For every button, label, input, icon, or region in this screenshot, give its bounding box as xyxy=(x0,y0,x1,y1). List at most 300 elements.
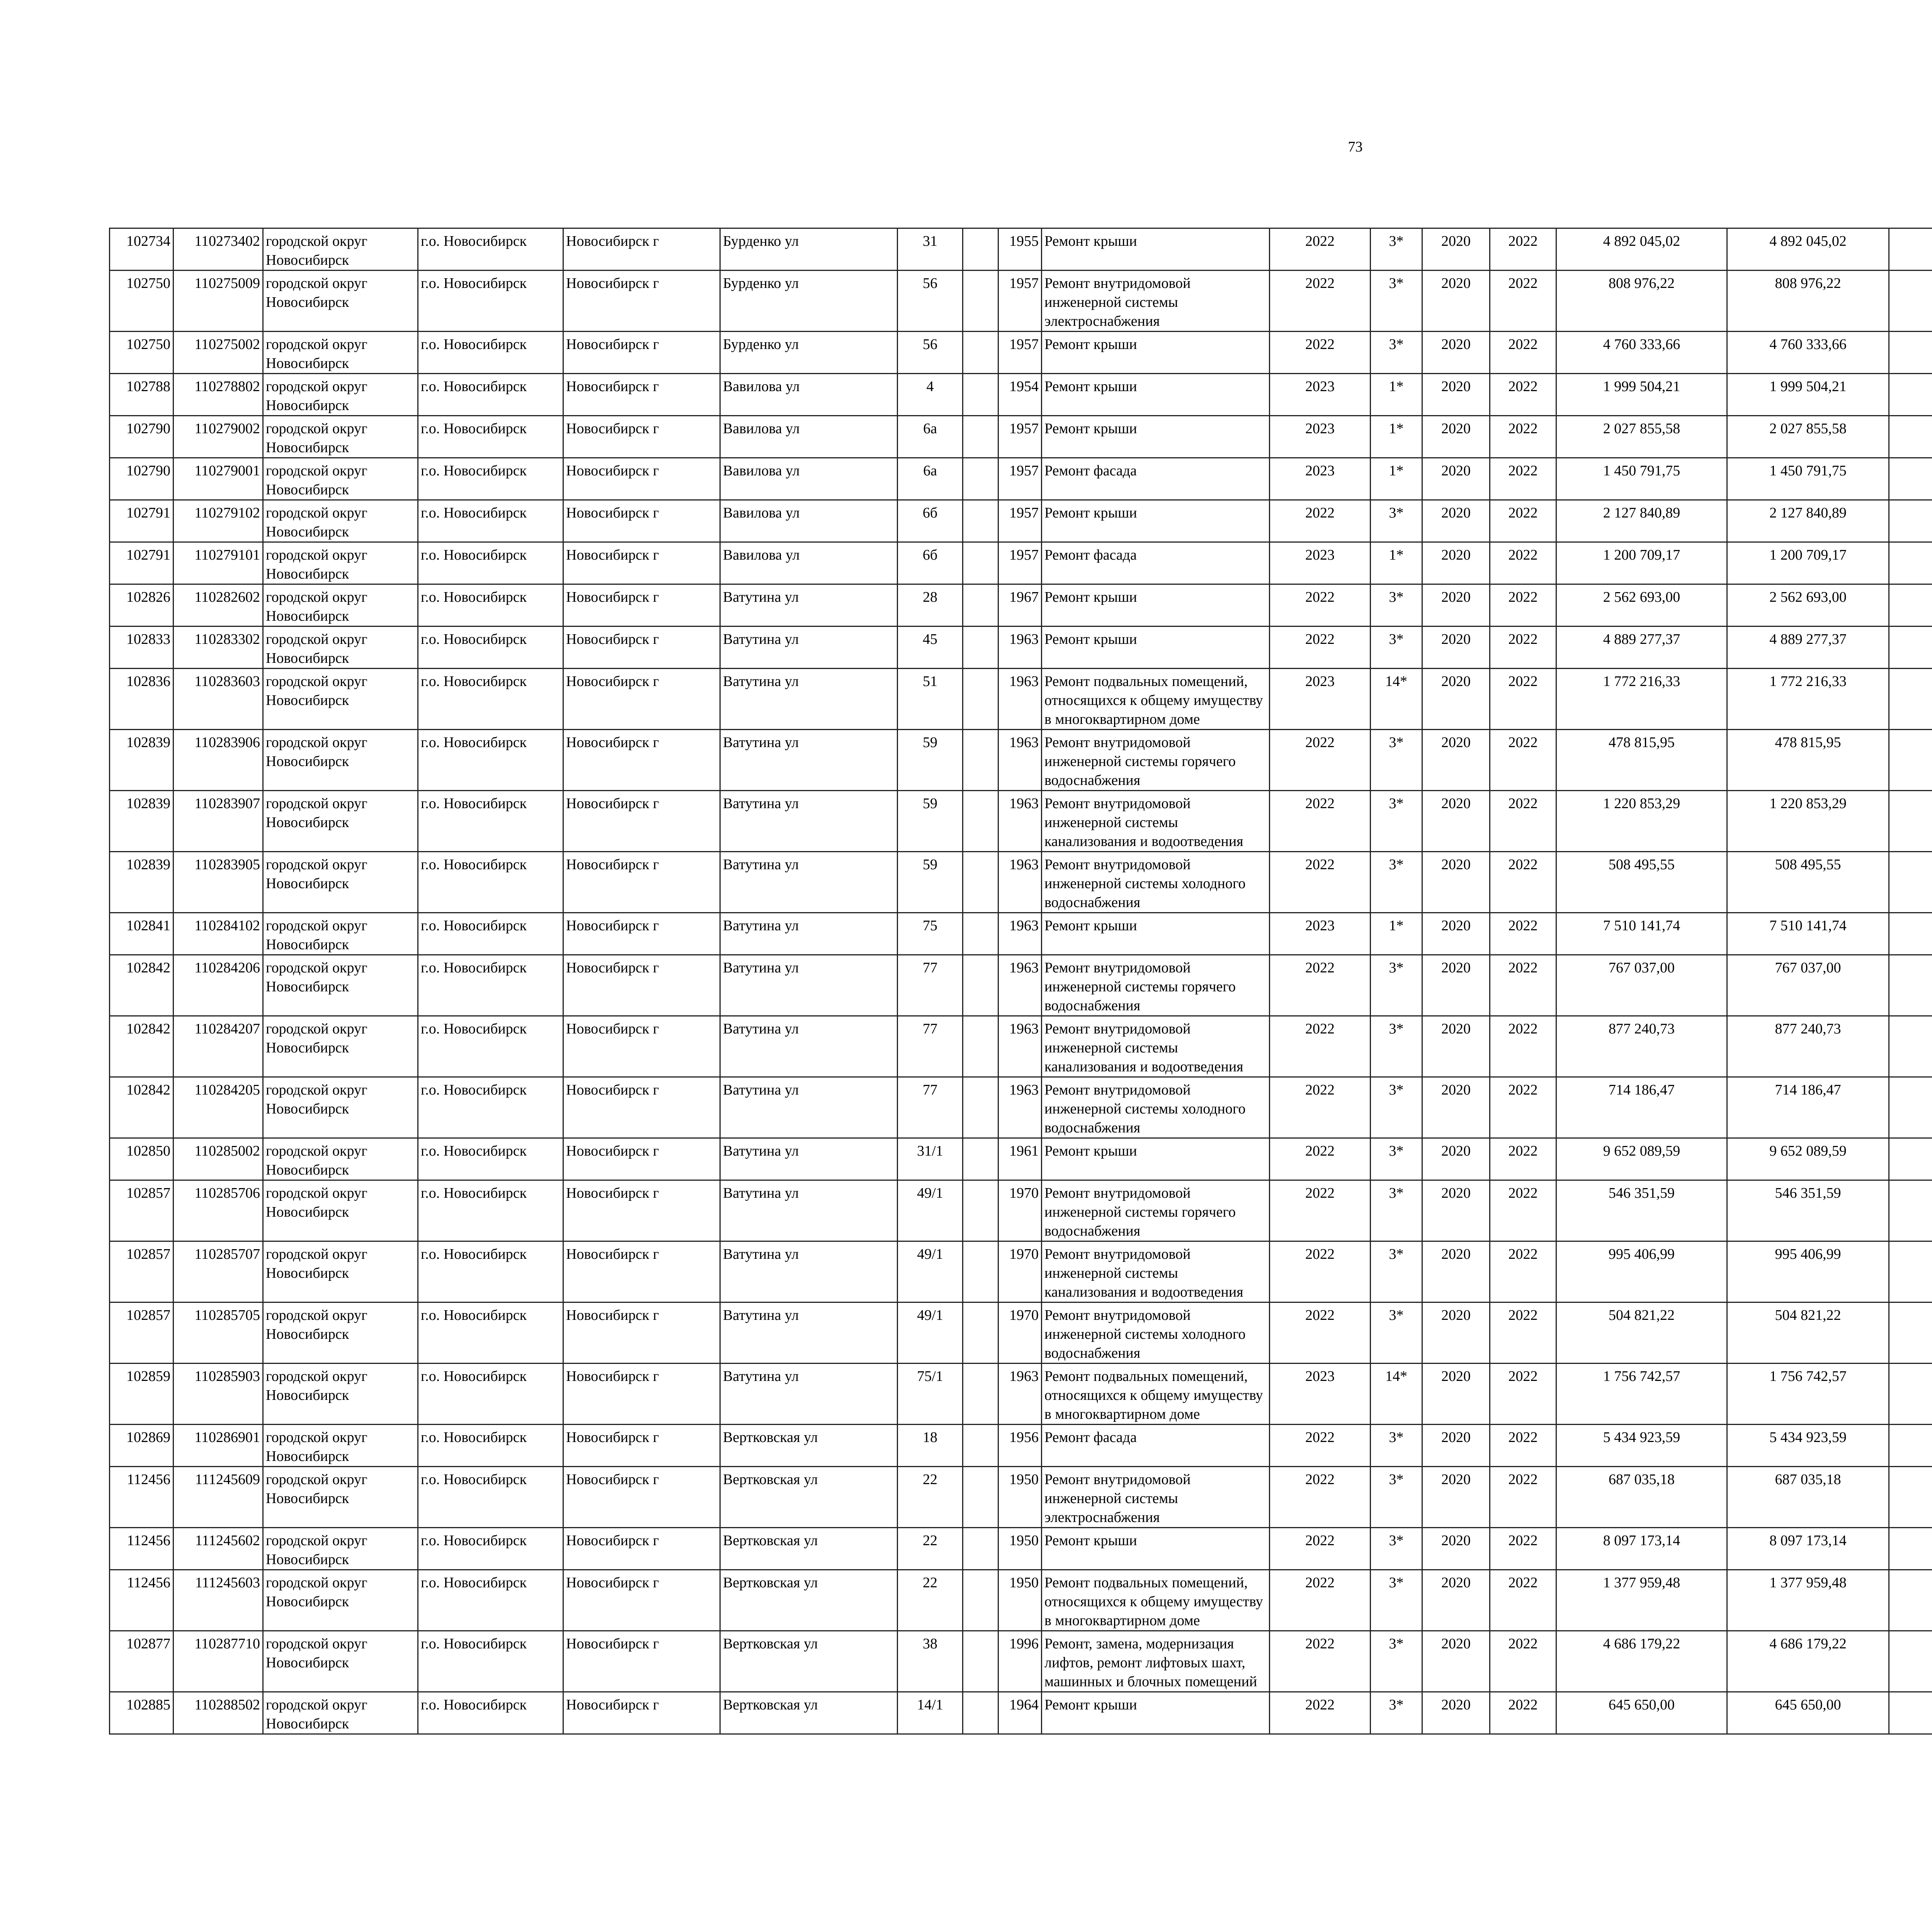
note-mark-cell: 3* xyxy=(1371,730,1422,791)
note-mark-cell: 3* xyxy=(1371,1631,1422,1692)
district-cell: г.о. Новосибирск xyxy=(418,1364,563,1425)
record-id-cell: 102790 xyxy=(110,458,173,500)
city-cell: Новосибирск г xyxy=(563,1425,720,1467)
building-cell xyxy=(963,669,998,730)
house-number-cell: 77 xyxy=(898,955,963,1016)
cost-a-cell xyxy=(1889,1138,1932,1180)
cost-total-cell: 9 652 089,59 xyxy=(1556,1138,1727,1180)
table-row xyxy=(110,271,1932,332)
cost-fund-cell: 9 652 089,59 xyxy=(1727,1138,1889,1180)
cost-a-cell xyxy=(1889,584,1932,627)
cost-a-cell xyxy=(1889,228,1932,271)
cost-total-cell: 4 686 179,22 xyxy=(1556,1631,1727,1692)
record-id-cell: 112456 xyxy=(110,1570,173,1631)
cost-fund-cell: 1 772 216,33 xyxy=(1727,669,1889,730)
city-cell: Новосибирск г xyxy=(563,1631,720,1692)
city-cell: Новосибирск г xyxy=(563,542,720,584)
building-cell xyxy=(963,627,998,669)
building-cell xyxy=(963,913,998,955)
district-cell: г.о. Новосибирск xyxy=(418,542,563,584)
building-cell xyxy=(963,228,998,271)
period-from-cell: 2020 xyxy=(1422,500,1490,542)
city-cell: Новосибирск г xyxy=(563,1692,720,1734)
note-mark-cell: 3* xyxy=(1371,1425,1422,1467)
plan-year-cell: 2022 xyxy=(1270,1631,1371,1692)
period-to-cell: 2022 xyxy=(1490,374,1556,416)
work-code-cell: 110279002 xyxy=(173,416,263,458)
work-type-cell: Ремонт подвальных помещений, относящихся к общему имуществу в многоквартирном доме xyxy=(1042,1570,1270,1631)
street-cell: Бурденко ул xyxy=(720,332,898,374)
cost-total-cell: 808 976,22 xyxy=(1556,271,1727,332)
table-row xyxy=(110,374,1932,416)
work-code-cell: 110273402 xyxy=(173,228,263,271)
table-row xyxy=(110,1016,1932,1077)
cost-total-cell: 1 450 791,75 xyxy=(1556,458,1727,500)
cost-a-cell xyxy=(1889,1692,1932,1734)
district-cell: г.о. Новосибирск xyxy=(418,955,563,1016)
record-id-cell: 102750 xyxy=(110,271,173,332)
work-type-cell: Ремонт крыши xyxy=(1042,627,1270,669)
work-type-cell: Ремонт фасада xyxy=(1042,542,1270,584)
period-to-cell: 2022 xyxy=(1490,1016,1556,1077)
district-cell: г.о. Новосибирск xyxy=(418,271,563,332)
plan-year-cell: 2022 xyxy=(1270,271,1371,332)
city-cell: Новосибирск г xyxy=(563,1302,720,1364)
period-from-cell: 2020 xyxy=(1422,913,1490,955)
record-id-cell: 102857 xyxy=(110,1241,173,1302)
municipality-cell: городской округ Новосибирск xyxy=(263,1570,418,1631)
cost-fund-cell: 1 377 959,48 xyxy=(1727,1570,1889,1631)
cost-fund-cell: 2 027 855,58 xyxy=(1727,416,1889,458)
plan-year-cell: 2022 xyxy=(1270,1467,1371,1528)
municipality-cell: городской округ Новосибирск xyxy=(263,1364,418,1425)
record-id-cell: 102790 xyxy=(110,416,173,458)
cost-total-cell: 1 772 216,33 xyxy=(1556,669,1727,730)
table-row xyxy=(110,416,1932,458)
house-number-cell: 49/1 xyxy=(898,1302,963,1364)
building-cell xyxy=(963,500,998,542)
house-number-cell: 38 xyxy=(898,1631,963,1692)
period-from-cell: 2020 xyxy=(1422,584,1490,627)
table-row xyxy=(110,730,1932,791)
cost-a-cell xyxy=(1889,1570,1932,1631)
cost-a-cell xyxy=(1889,458,1932,500)
city-cell: Новосибирск г xyxy=(563,332,720,374)
municipality-cell: городской округ Новосибирск xyxy=(263,332,418,374)
table-row xyxy=(110,669,1932,730)
district-cell: г.о. Новосибирск xyxy=(418,1016,563,1077)
work-code-cell: 110283907 xyxy=(173,791,263,852)
house-number-cell: 31 xyxy=(898,228,963,271)
street-cell: Бурденко ул xyxy=(720,228,898,271)
cost-fund-cell: 1 999 504,21 xyxy=(1727,374,1889,416)
note-mark-cell: 14* xyxy=(1371,1364,1422,1425)
note-mark-cell: 3* xyxy=(1371,1016,1422,1077)
period-from-cell: 2020 xyxy=(1422,1241,1490,1302)
building-cell xyxy=(963,542,998,584)
table-row xyxy=(110,1302,1932,1364)
cost-a-cell xyxy=(1889,730,1932,791)
city-cell: Новосибирск г xyxy=(563,852,720,913)
house-number-cell: 6а xyxy=(898,458,963,500)
period-to-cell: 2022 xyxy=(1490,730,1556,791)
note-mark-cell: 3* xyxy=(1371,955,1422,1016)
cost-a-cell xyxy=(1889,913,1932,955)
municipality-cell: городской округ Новосибирск xyxy=(263,1016,418,1077)
district-cell: г.о. Новосибирск xyxy=(418,669,563,730)
period-to-cell: 2022 xyxy=(1490,1692,1556,1734)
cost-fund-cell: 714 186,47 xyxy=(1727,1077,1889,1138)
work-type-cell: Ремонт внутридомовой инженерной системы электроснабжения xyxy=(1042,271,1270,332)
table-row xyxy=(110,955,1932,1016)
cost-total-cell: 1 756 742,57 xyxy=(1556,1364,1727,1425)
year-built-cell: 1957 xyxy=(998,271,1042,332)
repair-registry-table xyxy=(109,228,1932,1735)
cost-total-cell: 508 495,55 xyxy=(1556,852,1727,913)
work-code-cell: 110282602 xyxy=(173,584,263,627)
plan-year-cell: 2023 xyxy=(1270,458,1371,500)
street-cell: Вертковская ул xyxy=(720,1528,898,1570)
period-from-cell: 2020 xyxy=(1422,1467,1490,1528)
year-built-cell: 1970 xyxy=(998,1180,1042,1241)
municipality-cell: городской округ Новосибирск xyxy=(263,791,418,852)
house-number-cell: 56 xyxy=(898,332,963,374)
district-cell: г.о. Новосибирск xyxy=(418,1631,563,1692)
plan-year-cell: 2023 xyxy=(1270,542,1371,584)
work-type-cell: Ремонт внутридомовой инженерной системы горячего водоснабжения xyxy=(1042,955,1270,1016)
cost-total-cell: 8 097 173,14 xyxy=(1556,1528,1727,1570)
plan-year-cell: 2022 xyxy=(1270,1570,1371,1631)
period-to-cell: 2022 xyxy=(1490,416,1556,458)
street-cell: Ватутина ул xyxy=(720,852,898,913)
district-cell: г.о. Новосибирск xyxy=(418,1425,563,1467)
period-from-cell: 2020 xyxy=(1422,1570,1490,1631)
city-cell: Новосибирск г xyxy=(563,271,720,332)
note-mark-cell: 3* xyxy=(1371,1180,1422,1241)
period-to-cell: 2022 xyxy=(1490,1528,1556,1570)
house-number-cell: 59 xyxy=(898,852,963,913)
municipality-cell: городской округ Новосибирск xyxy=(263,271,418,332)
work-code-cell: 110279102 xyxy=(173,500,263,542)
cost-fund-cell: 504 821,22 xyxy=(1727,1302,1889,1364)
cost-total-cell: 1 999 504,21 xyxy=(1556,374,1727,416)
city-cell: Новосибирск г xyxy=(563,1241,720,1302)
work-type-cell: Ремонт внутридомовой инженерной системы холодного водоснабжения xyxy=(1042,852,1270,913)
year-built-cell: 1963 xyxy=(998,669,1042,730)
street-cell: Ватутина ул xyxy=(720,669,898,730)
period-to-cell: 2022 xyxy=(1490,1302,1556,1364)
year-built-cell: 1963 xyxy=(998,1016,1042,1077)
work-code-cell: 110283302 xyxy=(173,627,263,669)
work-code-cell: 110287710 xyxy=(173,1631,263,1692)
record-id-cell: 102850 xyxy=(110,1138,173,1180)
plan-year-cell: 2023 xyxy=(1270,913,1371,955)
period-from-cell: 2020 xyxy=(1422,458,1490,500)
cost-total-cell: 546 351,59 xyxy=(1556,1180,1727,1241)
cost-fund-cell: 8 097 173,14 xyxy=(1727,1528,1889,1570)
cost-fund-cell: 478 815,95 xyxy=(1727,730,1889,791)
building-cell xyxy=(963,1631,998,1692)
building-cell xyxy=(963,1467,998,1528)
cost-a-cell xyxy=(1889,1302,1932,1364)
note-mark-cell: 14* xyxy=(1371,669,1422,730)
cost-fund-cell: 4 686 179,22 xyxy=(1727,1631,1889,1692)
municipality-cell: городской округ Новосибирск xyxy=(263,458,418,500)
cost-total-cell: 2 562 693,00 xyxy=(1556,584,1727,627)
plan-year-cell: 2022 xyxy=(1270,1692,1371,1734)
cost-fund-cell: 508 495,55 xyxy=(1727,852,1889,913)
note-mark-cell: 1* xyxy=(1371,416,1422,458)
cost-fund-cell: 877 240,73 xyxy=(1727,1016,1889,1077)
street-cell: Ватутина ул xyxy=(720,627,898,669)
cost-total-cell: 877 240,73 xyxy=(1556,1016,1727,1077)
building-cell xyxy=(963,374,998,416)
cost-a-cell xyxy=(1889,416,1932,458)
municipality-cell: городской округ Новосибирск xyxy=(263,1302,418,1364)
note-mark-cell: 1* xyxy=(1371,458,1422,500)
district-cell: г.о. Новосибирск xyxy=(418,1138,563,1180)
city-cell: Новосибирск г xyxy=(563,791,720,852)
building-cell xyxy=(963,458,998,500)
building-cell xyxy=(963,1016,998,1077)
period-to-cell: 2022 xyxy=(1490,1364,1556,1425)
period-to-cell: 2022 xyxy=(1490,852,1556,913)
house-number-cell: 59 xyxy=(898,791,963,852)
table-row xyxy=(110,913,1932,955)
cost-fund-cell: 1 756 742,57 xyxy=(1727,1364,1889,1425)
work-type-cell: Ремонт крыши xyxy=(1042,228,1270,271)
district-cell: г.о. Новосибирск xyxy=(418,1077,563,1138)
cost-fund-cell: 995 406,99 xyxy=(1727,1241,1889,1302)
cost-a-cell xyxy=(1889,500,1932,542)
year-built-cell: 1963 xyxy=(998,730,1042,791)
district-cell: г.о. Новосибирск xyxy=(418,416,563,458)
plan-year-cell: 2023 xyxy=(1270,669,1371,730)
work-code-cell: 110275009 xyxy=(173,271,263,332)
building-cell xyxy=(963,1570,998,1631)
house-number-cell: 6а xyxy=(898,416,963,458)
record-id-cell: 102788 xyxy=(110,374,173,416)
year-built-cell: 1957 xyxy=(998,458,1042,500)
period-from-cell: 2020 xyxy=(1422,627,1490,669)
work-type-cell: Ремонт внутридомовой инженерной системы канализования и водоотведения xyxy=(1042,791,1270,852)
municipality-cell: городской округ Новосибирск xyxy=(263,1528,418,1570)
district-cell: г.о. Новосибирск xyxy=(418,1180,563,1241)
plan-year-cell: 2022 xyxy=(1270,730,1371,791)
period-from-cell: 2020 xyxy=(1422,955,1490,1016)
table-row xyxy=(110,1077,1932,1138)
city-cell: Новосибирск г xyxy=(563,1180,720,1241)
city-cell: Новосибирск г xyxy=(563,627,720,669)
cost-fund-cell: 2 127 840,89 xyxy=(1727,500,1889,542)
cost-a-cell xyxy=(1889,791,1932,852)
record-id-cell: 102842 xyxy=(110,955,173,1016)
work-type-cell: Ремонт крыши xyxy=(1042,332,1270,374)
cost-total-cell: 714 186,47 xyxy=(1556,1077,1727,1138)
street-cell: Вертковская ул xyxy=(720,1631,898,1692)
street-cell: Ватутина ул xyxy=(720,584,898,627)
period-from-cell: 2020 xyxy=(1422,1180,1490,1241)
record-id-cell: 102791 xyxy=(110,542,173,584)
street-cell: Вертковская ул xyxy=(720,1570,898,1631)
period-from-cell: 2020 xyxy=(1422,228,1490,271)
work-code-cell: 110285002 xyxy=(173,1138,263,1180)
record-id-cell: 102839 xyxy=(110,852,173,913)
period-to-cell: 2022 xyxy=(1490,500,1556,542)
table-row xyxy=(110,1425,1932,1467)
cost-a-cell xyxy=(1889,1631,1932,1692)
street-cell: Ватутина ул xyxy=(720,1180,898,1241)
year-built-cell: 1963 xyxy=(998,852,1042,913)
record-id-cell: 102826 xyxy=(110,584,173,627)
district-cell: г.о. Новосибирск xyxy=(418,228,563,271)
street-cell: Вавилова ул xyxy=(720,416,898,458)
record-id-cell: 102839 xyxy=(110,791,173,852)
district-cell: г.о. Новосибирск xyxy=(418,500,563,542)
city-cell: Новосибирск г xyxy=(563,913,720,955)
cost-a-cell xyxy=(1889,1077,1932,1138)
cost-total-cell: 4 892 045,02 xyxy=(1556,228,1727,271)
cost-fund-cell: 645 650,00 xyxy=(1727,1692,1889,1734)
district-cell: г.о. Новосибирск xyxy=(418,332,563,374)
cost-total-cell: 767 037,00 xyxy=(1556,955,1727,1016)
cost-a-cell xyxy=(1889,1180,1932,1241)
plan-year-cell: 2022 xyxy=(1270,852,1371,913)
cost-a-cell xyxy=(1889,1016,1932,1077)
work-code-cell: 110284207 xyxy=(173,1016,263,1077)
municipality-cell: городской округ Новосибирск xyxy=(263,1138,418,1180)
record-id-cell: 102859 xyxy=(110,1364,173,1425)
year-built-cell: 1970 xyxy=(998,1302,1042,1364)
year-built-cell: 1957 xyxy=(998,542,1042,584)
cost-a-cell xyxy=(1889,669,1932,730)
building-cell xyxy=(963,955,998,1016)
cost-fund-cell: 2 562 693,00 xyxy=(1727,584,1889,627)
cost-total-cell: 995 406,99 xyxy=(1556,1241,1727,1302)
work-type-cell: Ремонт подвальных помещений, относящихся к общему имуществу в многоквартирном доме xyxy=(1042,669,1270,730)
table-row xyxy=(110,1692,1932,1734)
period-to-cell: 2022 xyxy=(1490,1180,1556,1241)
note-mark-cell: 3* xyxy=(1371,791,1422,852)
record-id-cell: 102885 xyxy=(110,1692,173,1734)
plan-year-cell: 2023 xyxy=(1270,1364,1371,1425)
table-row xyxy=(110,627,1932,669)
period-to-cell: 2022 xyxy=(1490,228,1556,271)
work-type-cell: Ремонт внутридомовой инженерной системы холодного водоснабжения xyxy=(1042,1077,1270,1138)
year-built-cell: 1963 xyxy=(998,627,1042,669)
table-row xyxy=(110,1467,1932,1528)
building-cell xyxy=(963,852,998,913)
cost-fund-cell: 4 760 333,66 xyxy=(1727,332,1889,374)
plan-year-cell: 2022 xyxy=(1270,1302,1371,1364)
plan-year-cell: 2022 xyxy=(1270,1138,1371,1180)
period-from-cell: 2020 xyxy=(1422,1302,1490,1364)
period-to-cell: 2022 xyxy=(1490,458,1556,500)
table-row xyxy=(110,852,1932,913)
cost-fund-cell: 767 037,00 xyxy=(1727,955,1889,1016)
city-cell: Новосибирск г xyxy=(563,416,720,458)
period-from-cell: 2020 xyxy=(1422,374,1490,416)
cost-a-cell xyxy=(1889,1364,1932,1425)
cost-total-cell: 504 821,22 xyxy=(1556,1302,1727,1364)
district-cell: г.о. Новосибирск xyxy=(418,1302,563,1364)
note-mark-cell: 3* xyxy=(1371,1692,1422,1734)
cost-a-cell xyxy=(1889,852,1932,913)
period-from-cell: 2020 xyxy=(1422,791,1490,852)
year-built-cell: 1954 xyxy=(998,374,1042,416)
building-cell xyxy=(963,332,998,374)
note-mark-cell: 3* xyxy=(1371,1570,1422,1631)
street-cell: Вавилова ул xyxy=(720,458,898,500)
street-cell: Вавилова ул xyxy=(720,542,898,584)
table-row xyxy=(110,228,1932,271)
city-cell: Новосибирск г xyxy=(563,500,720,542)
plan-year-cell: 2023 xyxy=(1270,374,1371,416)
house-number-cell: 31/1 xyxy=(898,1138,963,1180)
city-cell: Новосибирск г xyxy=(563,374,720,416)
work-code-cell: 110285707 xyxy=(173,1241,263,1302)
district-cell: г.о. Новосибирск xyxy=(418,627,563,669)
cost-a-cell xyxy=(1889,955,1932,1016)
plan-year-cell: 2022 xyxy=(1270,791,1371,852)
year-built-cell: 1964 xyxy=(998,1692,1042,1734)
plan-year-cell: 2023 xyxy=(1270,416,1371,458)
work-code-cell: 110288502 xyxy=(173,1692,263,1734)
cost-fund-cell: 808 976,22 xyxy=(1727,271,1889,332)
work-code-cell: 110278802 xyxy=(173,374,263,416)
municipality-cell: городской округ Новосибирск xyxy=(263,913,418,955)
period-from-cell: 2020 xyxy=(1422,730,1490,791)
building-cell xyxy=(963,1528,998,1570)
note-mark-cell: 3* xyxy=(1371,1241,1422,1302)
cost-total-cell: 2 127 840,89 xyxy=(1556,500,1727,542)
period-from-cell: 2020 xyxy=(1422,1138,1490,1180)
page-number: 73 xyxy=(1348,139,1363,155)
street-cell: Ватутина ул xyxy=(720,913,898,955)
building-cell xyxy=(963,1364,998,1425)
municipality-cell: городской округ Новосибирск xyxy=(263,1692,418,1734)
plan-year-cell: 2022 xyxy=(1270,500,1371,542)
district-cell: г.о. Новосибирск xyxy=(418,791,563,852)
year-built-cell: 1956 xyxy=(998,1425,1042,1467)
work-type-cell: Ремонт, замена, модернизация лифтов, ремонт лифтовых шахт, машинных и блочных помещений xyxy=(1042,1631,1270,1692)
work-type-cell: Ремонт крыши xyxy=(1042,1692,1270,1734)
city-cell: Новосибирск г xyxy=(563,584,720,627)
period-from-cell: 2020 xyxy=(1422,1692,1490,1734)
work-code-cell: 110283906 xyxy=(173,730,263,791)
street-cell: Ватутина ул xyxy=(720,730,898,791)
year-built-cell: 1963 xyxy=(998,1364,1042,1425)
work-type-cell: Ремонт внутридомовой инженерной системы горячего водоснабжения xyxy=(1042,730,1270,791)
house-number-cell: 75/1 xyxy=(898,1364,963,1425)
city-cell: Новосибирск г xyxy=(563,955,720,1016)
municipality-cell: городской округ Новосибирск xyxy=(263,955,418,1016)
cost-fund-cell: 4 889 277,37 xyxy=(1727,627,1889,669)
city-cell: Новосибирск г xyxy=(563,1570,720,1631)
cost-fund-cell: 4 892 045,02 xyxy=(1727,228,1889,271)
building-cell xyxy=(963,271,998,332)
period-from-cell: 2020 xyxy=(1422,1077,1490,1138)
street-cell: Ватутина ул xyxy=(720,955,898,1016)
plan-year-cell: 2022 xyxy=(1270,584,1371,627)
period-to-cell: 2022 xyxy=(1490,1631,1556,1692)
period-from-cell: 2020 xyxy=(1422,852,1490,913)
cost-a-cell xyxy=(1889,271,1932,332)
house-number-cell: 77 xyxy=(898,1016,963,1077)
cost-fund-cell: 7 510 141,74 xyxy=(1727,913,1889,955)
work-code-cell: 110283905 xyxy=(173,852,263,913)
work-code-cell: 110275002 xyxy=(173,332,263,374)
